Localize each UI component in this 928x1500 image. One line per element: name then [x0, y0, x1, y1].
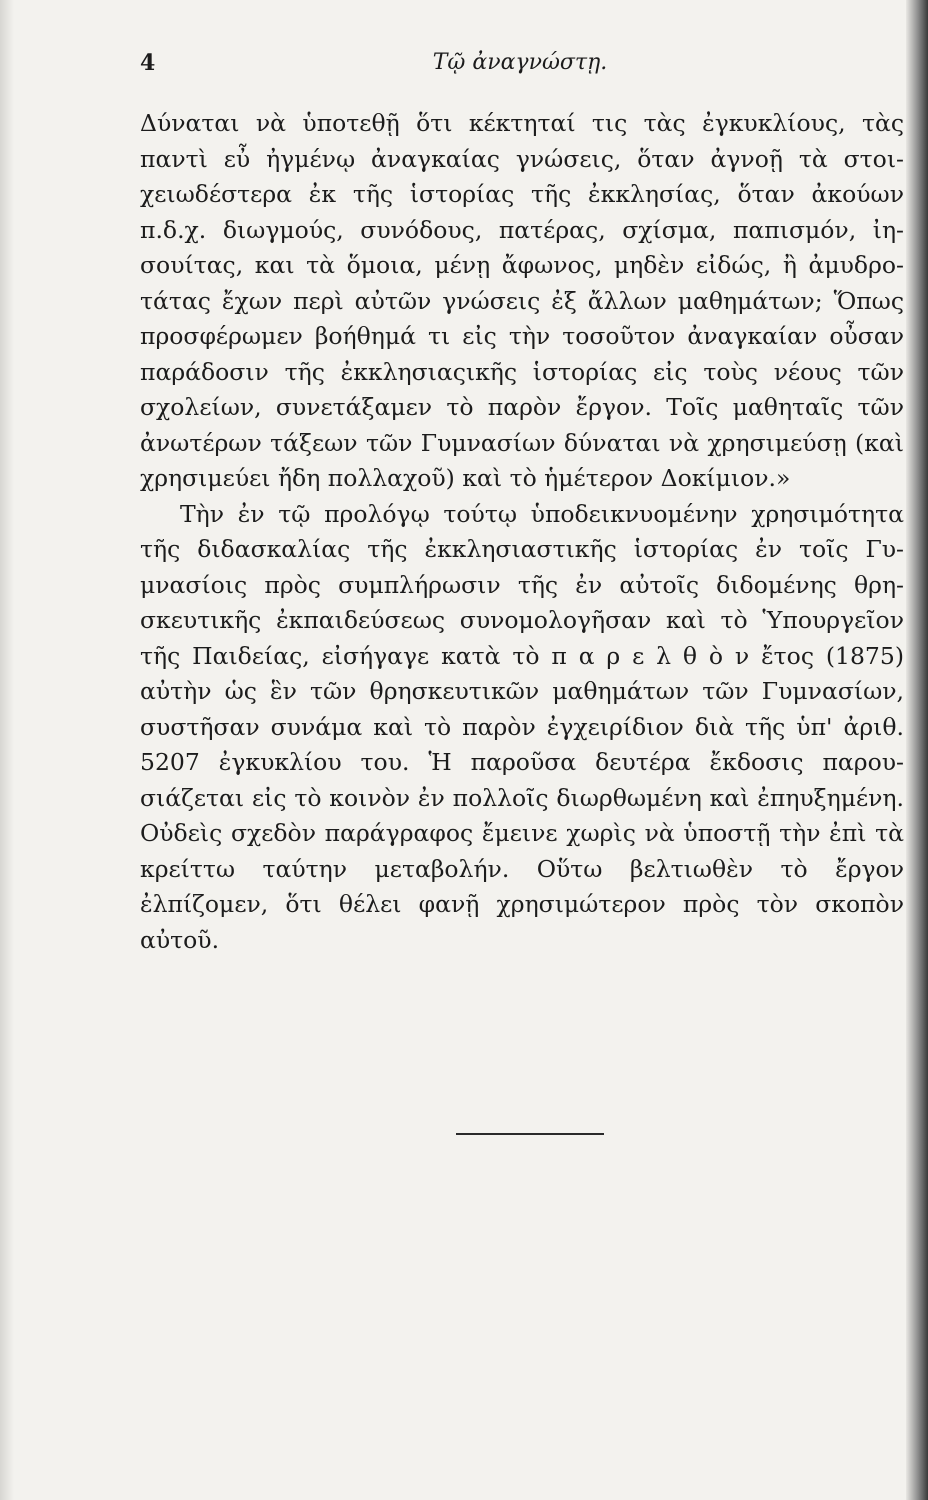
- paragraph-1: Δύναται νὰ ὑποτεθῇ ὅτι κέκτηταί τις τὰς ἐγκυκλίους, τὰς παντὶ εὖ ἠγμένῳ ἀναγκαίας γνώσεις, ὅταν ἀγνοῇ τὰ στοιχειωδέστερα ἐκ τῆς ἱστορίας τῆς ἐκκλησίας, ὅταν ἀκούων π.δ.χ. διωγμούς, συνόδους, πατέρας, σχίσμα, παπισμόν, ἰησουίτας, και τὰ ὅμοια, μένῃ ἄφωνος, μηδὲν εἰδώς, ἢ ἀμυδροτάτας ἔχων περὶ αὐτῶν γνώσεις ἐξ ἄλλων μαθημάτων; Ὅπως προσφέρωμεν βοήθημά τι εἰς τὴν τοσοῦτον ἀναγκαίαν οὖσαν παράδοσιν τῆς ἐκκλησιαςικῆς ἱστορίας εἰς τοὺς νέους τῶν σχολείων, συνετάξαμεν τὸ παρὸν ἔργον. Τοῖς μαθηταῖς τῶν ἀνωτέρων τάξεων τῶν Γυμνασίων δύναται νὰ χρησιμεύσῃ (καὶ χρησιμεύει ἤδη πολλαχοῦ) καὶ τὸ ἡμέτερον Δοκίμιον.»: [140, 109, 904, 492]
- page-left-edge: [0, 0, 14, 1500]
- body-text: [140, 106, 904, 958]
- page-header: [140, 50, 900, 86]
- paragraph-2: Τὴν ἐν τῷ προλόγῳ τούτῳ ὑποδεικνυομένην χρησιμότητα τῆς διδασκαλίας τῆς ἐκκλησιαστικῆς ἱστορίας ἐν τοῖς Γυμνασίοις πρὸς συμπλήρωσιν τῆς ἐν αὐτοῖς διδομένης θρησκευτικῆς ἐκπαιδεύσεως συνομολογῆσαν καὶ τὸ Ὑπουργεῖον τῆς Παιδείας, εἰσήγαγε κατὰ τὸ π α ρ ε λ θ ὸ ν ἔτος (1875) αὐτὴν ὡς ἓν τῶν θρησκευτικῶν μαθημάτων τῶν Γυμνασίων, συστῆσαν συνάμα καὶ τὸ παρὸν ἐγχειρίδιον διὰ τῆς ὑπ' ἀριθ. 5207 ἐγκυκλίου του. Ἡ παροῦσα δευτέρα ἔκδοσις παρουσιάζεται εἰς τὸ κοινὸν ἐν πολλοῖς διωρθωμένη καὶ ἐπηυξημένη. Οὐδεὶς σχεδὸν παράγραφος ἔμεινε χωρὶς νὰ ὑποστῇ τὴν ἐπὶ τὰ κρείττω ταύτην μεταβολήν. Οὕτω βελτιωθὲν τὸ ἔργον ἐλπίζομεν, ὅτι θέλει φανῇ χρησιμώτερον πρὸς τὸν σκοπὸν αὐτοῦ.: [140, 499, 904, 954]
- section-divider-rule: [456, 1133, 604, 1135]
- running-title: Τῷ ἀναγνώστῃ.: [432, 50, 608, 75]
- page-binding-shadow: [906, 0, 928, 1500]
- page-number: 4: [140, 50, 156, 76]
